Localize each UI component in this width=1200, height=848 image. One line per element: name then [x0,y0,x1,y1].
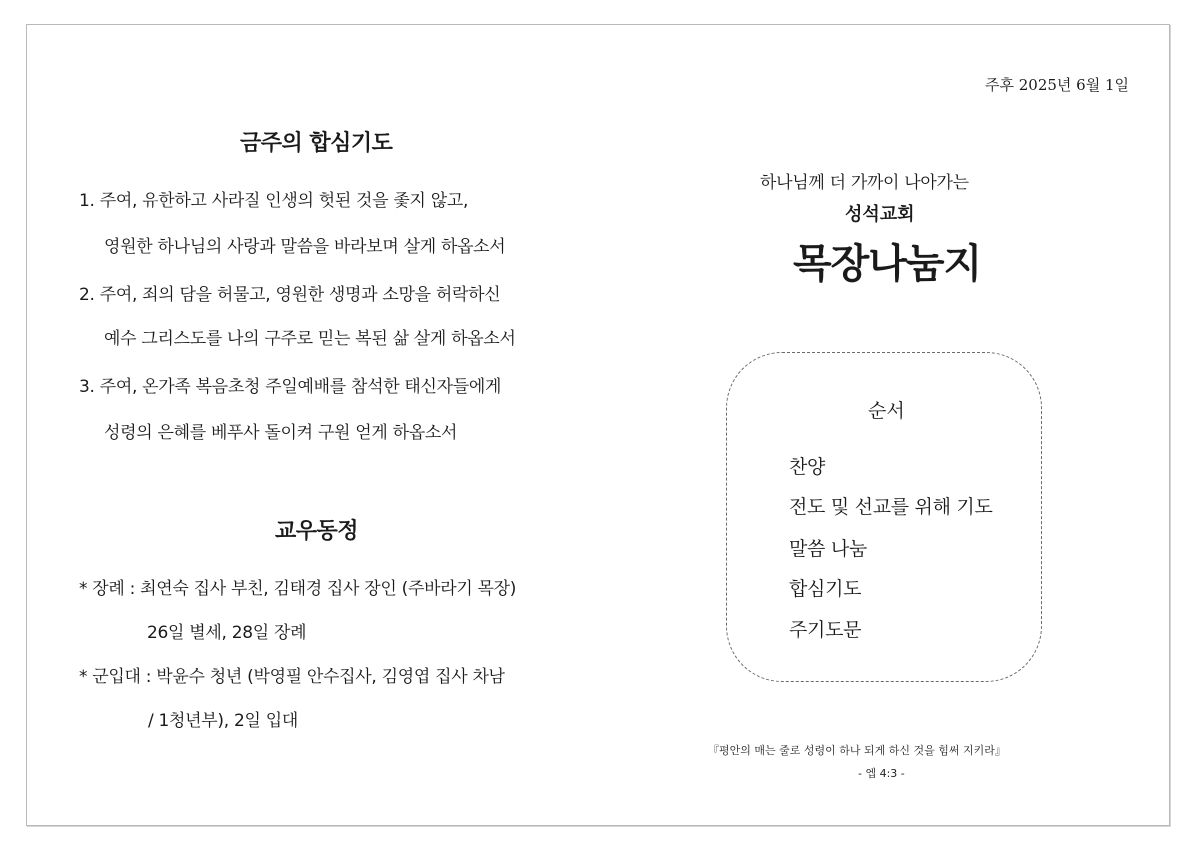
service-date: 주후 2025년 6월 1일 [985,76,1130,94]
prayer-line: 1. 주여, 유한하고 사라질 인생의 헛된 것을 좇지 않고, [79,191,469,211]
news-line: / 1청년부), 2일 입대 [148,711,298,731]
prayer-line: 영원한 하나님의 사랑과 말씀을 바라보며 살게 하옵소서 [104,237,506,257]
prayer-line: 2. 주여, 죄의 담을 허물고, 영원한 생명과 소망을 허락하신 [79,285,501,305]
order-item: 찬양 [789,456,826,478]
order-item: 말씀 나눔 [789,538,867,560]
news-title: 교우동정 [275,519,359,544]
news-line: * 장례 : 최연숙 집사 부친, 김태경 집사 장인 (주바라기 목장) [79,579,517,599]
prayer-line: 예수 그리스도를 나의 구주로 믿는 복된 삶 살게 하옵소서 [104,329,516,349]
order-item: 전도 및 선교를 위해 기도 [789,496,993,518]
bible-verse: 『평안의 매는 줄로 성령이 하나 되게 하신 것을 힘써 지키라』 [708,744,1006,757]
prayer-line: 성령의 은혜를 베푸사 돌이켜 구원 얻게 하옵소서 [104,423,458,443]
prayer-title: 금주의 합심기도 [240,131,393,156]
cover-subtitle: 하나님께 더 가까이 나아가는 [760,173,969,193]
order-heading: 순서 [868,400,905,422]
verse-reference: - 엡 4:3 - [858,767,905,780]
news-line: 26일 별세, 28일 장례 [147,623,307,643]
order-item: 합심기도 [789,578,862,600]
news-line: * 군입대 : 박윤수 청년 (박영필 안수집사, 김영엽 집사 차남 [79,667,505,687]
church-name: 성석교회 [845,204,915,225]
cover-title: 목장나눔지 [793,241,982,287]
order-item: 주기도문 [789,619,862,641]
prayer-line: 3. 주여, 온가족 복음초청 주일예배를 참석한 태신자들에게 [79,377,502,397]
